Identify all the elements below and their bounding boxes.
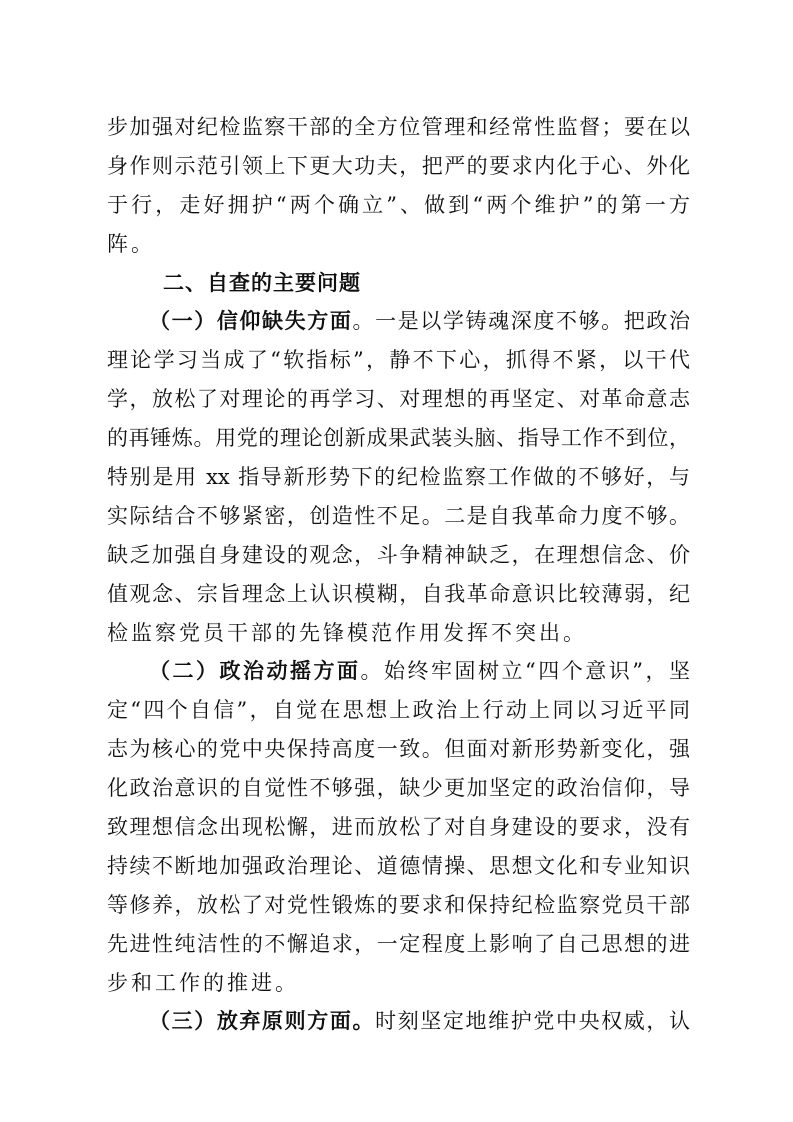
line-text: 。一是以学铸魂深度不够。把政治 bbox=[352, 309, 691, 334]
line-text: 。始终牢固树立“四个意识”，坚 bbox=[360, 659, 690, 684]
text-line bbox=[107, 1002, 690, 1041]
line-text: 致理想信念出现松懈，进而放松了对自身建设的要求，没有 bbox=[107, 815, 690, 840]
line-text: 理论学习当成了“软指标”，静不下心，抓得不紧，以干代 bbox=[107, 348, 690, 373]
line-text: 于行，走好拥护“两个确立”、做到“两个维护”的第一方 bbox=[107, 192, 690, 217]
text-line bbox=[107, 964, 690, 1003]
text-line bbox=[107, 575, 690, 614]
text-line bbox=[107, 225, 690, 264]
bold-subheading: （二）政治动摇方面 bbox=[149, 659, 361, 684]
line-text: 志为核心的党中央保持高度一致。但面对新形势新变化，强 bbox=[107, 737, 690, 762]
line-text: 步和工作的推进。 bbox=[107, 970, 299, 995]
bold-subheading: （一）信仰缺失方面 bbox=[149, 309, 353, 334]
text-line bbox=[107, 419, 690, 458]
text-line bbox=[107, 341, 690, 380]
text-line bbox=[107, 808, 690, 847]
line-text: 等修养，放松了对党性锻炼的要求和保持纪检监察党员干部 bbox=[107, 892, 690, 917]
line-text: 的再锤炼。用党的理论创新成果武装头脑、指导工作不到位， bbox=[107, 426, 690, 451]
text-line bbox=[107, 925, 690, 964]
line-text: 实际结合不够紧密，创造性不足。二是自我革命力度不够。 bbox=[107, 503, 690, 528]
section-heading bbox=[107, 264, 690, 303]
text-line bbox=[107, 730, 690, 769]
line-text: 特别是用 xx 指导新形势下的纪检监察工作做的不够好，与 bbox=[107, 465, 690, 490]
line-text: 持续不断地加强政治理论、道德情操、思想文化和专业知识 bbox=[107, 853, 690, 878]
text-line bbox=[107, 458, 690, 497]
text-line bbox=[107, 497, 690, 536]
text-line bbox=[107, 691, 690, 730]
line-text: 学，放松了对理论的再学习、对理想的再坚定、对革命意志 bbox=[107, 387, 690, 412]
line-text: 值观念、宗旨理念上认识模糊，自我革命意识比较薄弱，纪 bbox=[107, 581, 690, 606]
text-line bbox=[107, 147, 690, 186]
text-line bbox=[107, 614, 690, 653]
text-line bbox=[107, 302, 690, 341]
text-line bbox=[107, 380, 690, 419]
bold-subheading: （三）放弃原则方面。 bbox=[149, 1009, 376, 1034]
line-text: 先进性纯洁性的不懈追求，一定程度上影响了自己思想的进 bbox=[107, 931, 690, 956]
text-line bbox=[107, 652, 690, 691]
line-text: 步加强对纪检监察干部的全方位管理和经常性监督；要在以 bbox=[107, 115, 690, 139]
text-line bbox=[107, 536, 690, 575]
text-line bbox=[107, 186, 690, 225]
document-page bbox=[107, 108, 690, 1041]
line-text: 化政治意识的自觉性不够强，缺少更加坚定的政治信仰，导 bbox=[107, 776, 690, 801]
line-text: 身作则示范引领上下更大功夫，把严的要求内化于心、外化 bbox=[107, 153, 690, 178]
text-line bbox=[107, 108, 690, 147]
line-text: 阵。 bbox=[107, 231, 155, 256]
line-text: 定“四个自信”，自觉在思想上政治上行动上同以习近平同 bbox=[107, 698, 690, 723]
text-line bbox=[107, 886, 690, 925]
line-text: 二、自查的主要问题 bbox=[163, 270, 361, 295]
text-line bbox=[107, 847, 690, 886]
line-text: 缺乏加强自身建设的观念，斗争精神缺乏，在理想信念、价 bbox=[107, 542, 690, 567]
text-line bbox=[107, 769, 690, 808]
line-text: 检监察党员干部的先锋模范作用发挥不突出。 bbox=[107, 620, 587, 645]
line-text: 时刻坚定地维护党中央权威，认 bbox=[375, 1009, 691, 1034]
